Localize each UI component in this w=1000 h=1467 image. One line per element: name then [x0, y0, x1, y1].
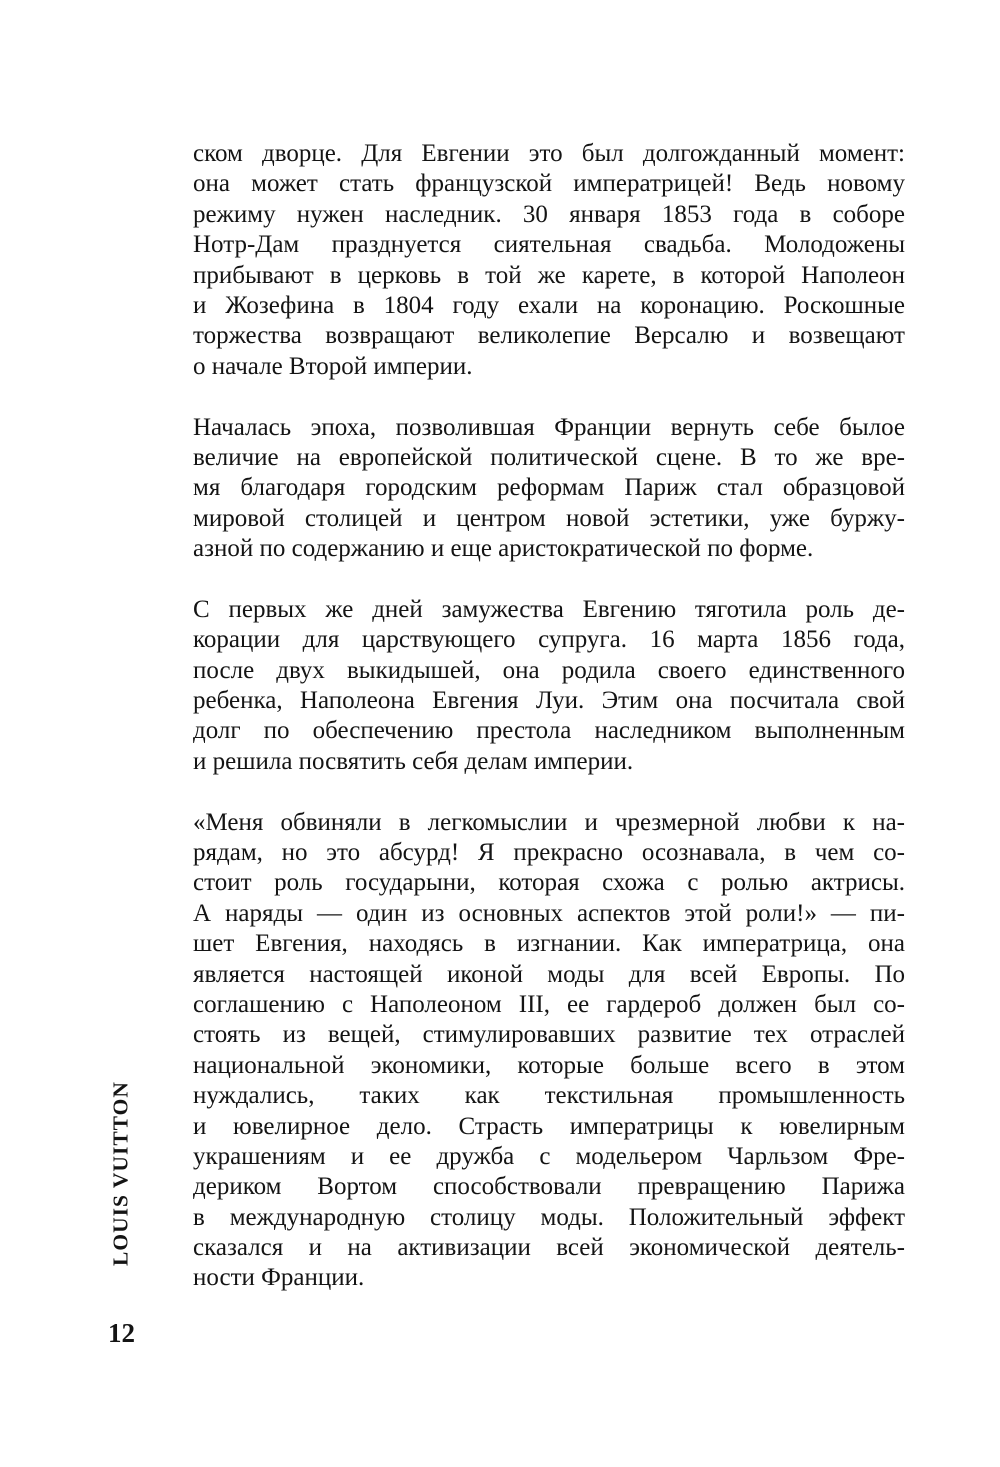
- text-line: она может стать французской императрицей! Ведь новому: [193, 170, 905, 198]
- text-line: стоять из вещей, стимулировавших развитие тех отраслей: [193, 1021, 905, 1049]
- text-line: после двух выкидышей, она родила своего единственного: [193, 656, 905, 684]
- text-line: рядам, но это абсурд! Я прекрасно осознавала, в чем со-: [193, 838, 905, 866]
- text-line: азной по содержанию и еще аристократической по форме.: [193, 535, 814, 563]
- text-line: ности Франции.: [193, 1264, 365, 1292]
- text-line: ском дворце. Для Евгении это был долгожданный момент:: [193, 140, 905, 167]
- text-line: в международную столицу моды. Положительный эффект: [193, 1203, 905, 1231]
- text-line: А наряды — один из основных аспектов этой роли!» — пи-: [193, 899, 905, 927]
- text-line: национальной экономики, которые больше всего в этом: [193, 1051, 905, 1079]
- text-line: корации для царствующего супруга. 16 марта 1856 года,: [193, 626, 905, 654]
- paragraph: [193, 139, 905, 382]
- paragraph: [193, 808, 905, 1294]
- text-line: торжества возвращают великолепие Версалю и возвещают: [193, 322, 905, 350]
- paragraph: [193, 595, 905, 777]
- text-line: ребенка, Наполеона Евгения Луи. Этим она посчитала свой: [193, 687, 905, 715]
- text-line: нуждались, таких как текстильная промышленность: [193, 1082, 905, 1110]
- text-line: величие на европейской политической сцене. В то же вре-: [193, 443, 905, 471]
- text-line: украшениям и ее дружба с модельером Чарльзом Фре-: [193, 1142, 905, 1170]
- text-line: и ювелирное дело. Страсть императрицы к ювелирным: [193, 1112, 905, 1140]
- text-line: соглашению с Наполеоном III, ее гардероб должен был со-: [193, 990, 905, 1018]
- text-line: и решила посвятить себя делам империи.: [193, 747, 634, 775]
- text-block: [193, 139, 905, 1294]
- text-line: стоит роль государыни, которая схожа с ролью актрисы.: [193, 869, 905, 897]
- paragraph: [193, 413, 905, 565]
- text-line: о начале Второй империи.: [193, 352, 473, 380]
- text-line: прибывают в церковь в той же карете, в которой Наполеон: [193, 261, 905, 289]
- text-line: долг по обеспечению престола наследником выполненным: [193, 717, 905, 745]
- text-line: С первых же дней замужества Евгению тяготила роль де-: [193, 595, 905, 623]
- text-line: является настоящей иконой моды для всей Европы. По: [193, 960, 905, 988]
- page-number: 12: [108, 1318, 135, 1348]
- text-line: Началась эпоха, позволившая Франции вернуть себе былое: [193, 413, 905, 441]
- text-line: режиму нужен наследник. 30 января 1853 года в соборе: [193, 200, 905, 228]
- text-line: мировой столицей и центром новой эстетики, уже буржу-: [193, 504, 905, 532]
- text-line: мя благодаря городским реформам Париж стал образцовой: [193, 474, 905, 502]
- text-line: шет Евгения, находясь в изгнании. Как императрица, она: [193, 930, 905, 958]
- text-line: Нотр-Дам празднуется сиятельная свадьба. Молодожены: [193, 231, 905, 259]
- text-line: и Жозефина в 1804 году ехали на коронацию. Роскошные: [193, 291, 905, 319]
- text-line: дериком Вортом способствовали превращению Парижа: [193, 1173, 905, 1201]
- text-line: «Меня обвиняли в легкомыслии и чрезмерной любви к на-: [193, 808, 905, 836]
- text-line: сказался и на активизации всей экономической деятель-: [193, 1234, 905, 1262]
- book-title-vertical: LOUIS VUITTON: [108, 1081, 133, 1266]
